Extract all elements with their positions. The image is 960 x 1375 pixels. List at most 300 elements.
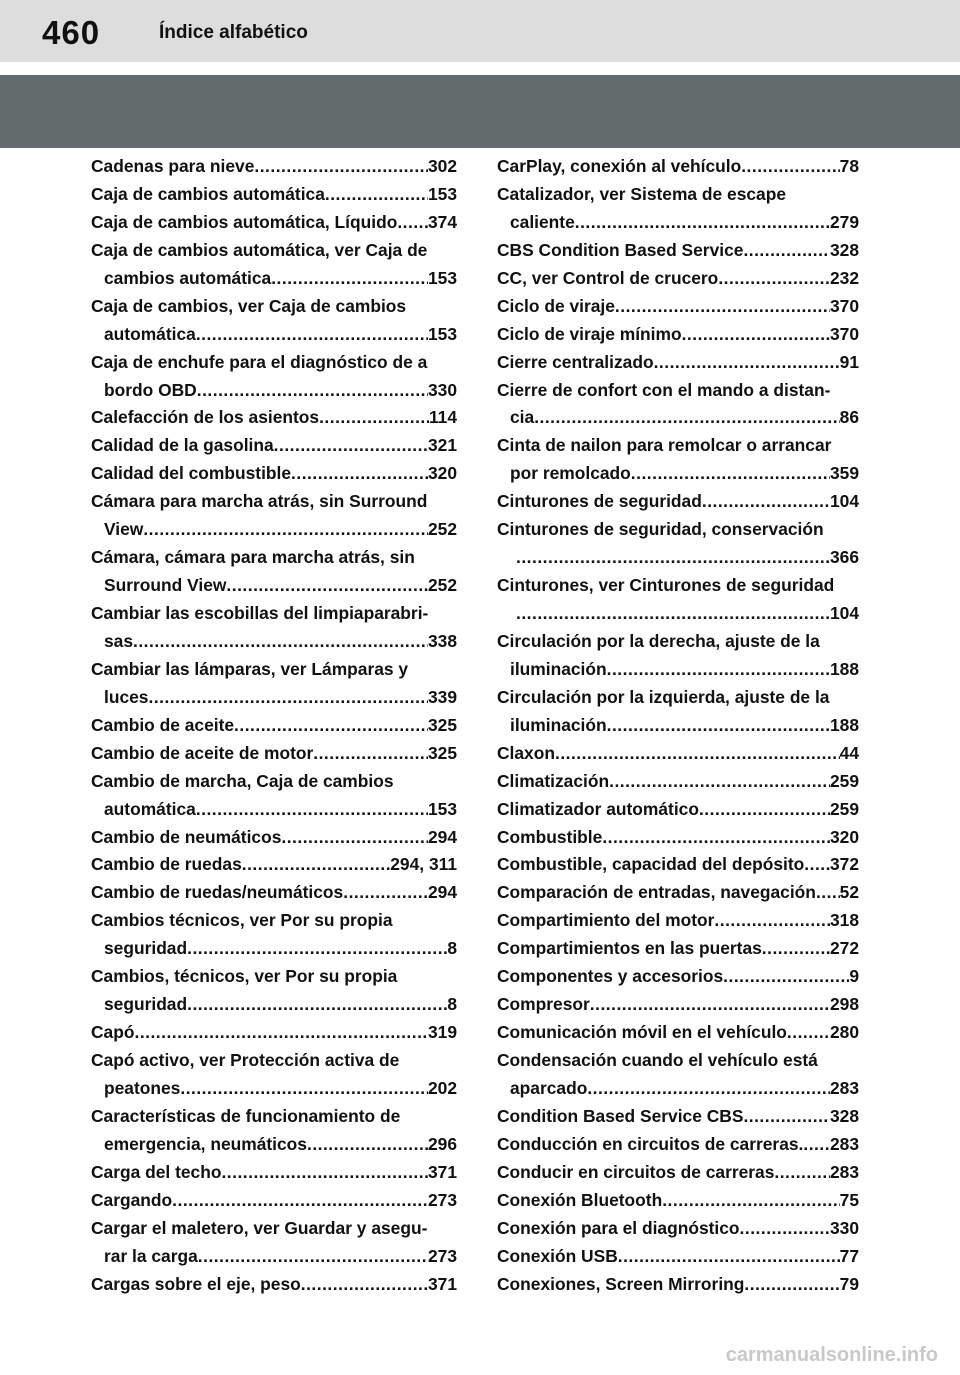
index-entry-text: Compartimiento del motor xyxy=(497,910,715,931)
index-entry xyxy=(91,460,457,488)
index-entry-continuation xyxy=(91,377,457,405)
index-entry-page: 104 xyxy=(829,603,859,623)
index-entry-term xyxy=(91,1187,457,1215)
index-entry-term xyxy=(497,684,859,712)
index-entry xyxy=(91,544,457,600)
index-entry xyxy=(497,516,859,572)
index-entry-text: CarPlay, conexión al vehículo xyxy=(497,156,742,176)
index-entry-term xyxy=(497,1215,859,1243)
index-entry-text: Cargas sobre el eje, peso xyxy=(91,1273,301,1294)
index-entry xyxy=(497,1187,859,1215)
dot-leader xyxy=(804,851,830,879)
index-entry-term xyxy=(91,209,457,237)
index-entry-term xyxy=(497,907,859,935)
dot-leader xyxy=(172,1187,428,1215)
index-entry-term xyxy=(91,1159,457,1187)
index-entry-text: luces xyxy=(104,686,149,707)
index-entry xyxy=(91,209,457,237)
index-entry-page: 78 xyxy=(839,156,859,176)
index-entry-page: 325 xyxy=(427,742,457,763)
index-entry-text: CC, ver Control de crucero xyxy=(497,267,719,288)
index-entry-term xyxy=(497,991,859,1019)
index-entry-continuation xyxy=(91,572,457,600)
index-entry-text: Cinturones de seguridad, conservación xyxy=(497,519,824,540)
index-entry-text: iluminación xyxy=(510,658,607,679)
index-entry-continuation xyxy=(91,684,457,712)
dot-leader xyxy=(740,1215,830,1243)
index-entry-text: Cinturones de seguridad xyxy=(497,491,702,512)
dot-leader xyxy=(762,935,830,963)
index-entry xyxy=(91,1019,457,1047)
index-entry-term xyxy=(497,1159,859,1187)
index-entry xyxy=(497,907,859,935)
index-entry xyxy=(91,1215,457,1271)
index-entry-page: 77 xyxy=(839,1245,859,1266)
index-entry-text: Cambio de aceite de motor xyxy=(91,742,314,763)
index-entry-page: 294, 311 xyxy=(390,854,457,875)
dot-leader xyxy=(242,851,391,879)
index-entry xyxy=(497,796,859,824)
index-entry-term xyxy=(91,432,457,460)
dot-leader xyxy=(133,628,428,656)
index-entry xyxy=(497,1131,859,1159)
index-entry-page: 338 xyxy=(427,630,457,651)
index-entry xyxy=(91,237,457,293)
index-entry-term xyxy=(497,181,859,209)
index-entry xyxy=(497,1019,859,1047)
index-entry-page: 8 xyxy=(447,938,457,959)
index-column-left xyxy=(91,153,457,1298)
index-entry-term xyxy=(497,1187,859,1215)
dot-leader xyxy=(254,153,428,181)
index-entry-text: Capó xyxy=(91,1022,135,1043)
index-entry-page: 86 xyxy=(839,407,859,428)
index-entry-continuation xyxy=(91,1131,457,1159)
index-entry-text: Cambio de neumáticos xyxy=(91,826,282,847)
index-entry-term xyxy=(91,712,457,740)
index-entry-text: caliente xyxy=(510,211,575,232)
index-entry xyxy=(497,321,859,349)
index-entry xyxy=(497,237,859,265)
dot-leader xyxy=(682,321,830,349)
index-entry-text: Conexión USB xyxy=(497,1245,618,1266)
index-entry-text: Cámara para marcha atrás, sin Surround xyxy=(91,491,428,512)
index-entry-term xyxy=(497,153,859,181)
index-entry xyxy=(497,293,859,321)
index-entry-page: 272 xyxy=(829,938,859,959)
index-entry-text: Cargando xyxy=(91,1189,173,1210)
index-entry-continuation xyxy=(91,628,457,656)
dot-leader xyxy=(148,684,428,712)
index-entry-page: 296 xyxy=(427,1133,457,1154)
index-entry-text: seguridad xyxy=(104,994,188,1015)
index-entry xyxy=(91,1159,457,1187)
index-entry-continuation xyxy=(91,1075,457,1103)
index-entry-text: Conexiones, Screen Mirroring xyxy=(497,1273,745,1294)
index-entry xyxy=(497,265,859,293)
index-entry-term xyxy=(91,460,457,488)
index-entry-page: 232 xyxy=(829,267,859,288)
index-entry-text: emergencia, neumáticos xyxy=(104,1133,307,1154)
index-entry xyxy=(91,1047,457,1103)
index-entry-text: Componentes y accesorios xyxy=(497,966,724,987)
index-entry xyxy=(91,600,457,656)
dot-leader xyxy=(198,1243,428,1271)
index-entry-page: 153 xyxy=(427,798,457,819)
index-entry-page: 370 xyxy=(829,323,859,344)
index-entry-page: 259 xyxy=(829,798,859,819)
index-entry-term xyxy=(91,656,457,684)
index-entry-continuation xyxy=(91,265,457,293)
index-entry-text: Cambios, técnicos, ver Por su propia xyxy=(91,966,398,987)
index-entry-page: 294 xyxy=(427,882,457,903)
index-entry-text: Ciclo de viraje xyxy=(497,295,615,316)
index-entry xyxy=(497,628,859,684)
index-entry-text: Capó activo, ver Protección activa de xyxy=(91,1050,400,1070)
index-entry-text: Cinturones, ver Cinturones de seguridad xyxy=(497,575,835,596)
index-entry-page: 9 xyxy=(849,966,859,987)
index-entry-page: 359 xyxy=(829,463,859,484)
index-entry-text: automática xyxy=(104,323,196,344)
index-entry-text: Circulación por la izquierda, ajuste de la xyxy=(497,686,830,707)
dot-leader xyxy=(221,1159,428,1187)
index-entry xyxy=(497,1215,859,1243)
index-entry-text: Caja de enchufe para el diagnóstico de a xyxy=(91,351,428,372)
index-entry-term xyxy=(497,293,859,321)
index-entry xyxy=(497,991,859,1019)
dot-leader xyxy=(271,265,428,293)
index-entry-page: 52 xyxy=(839,882,859,903)
index-entry-continuation xyxy=(497,656,859,684)
index-entry-term xyxy=(497,265,859,293)
index-entry-term xyxy=(497,879,859,907)
index-entry-continuation xyxy=(497,209,859,237)
index-entry-page: 273 xyxy=(427,1245,457,1266)
index-entry xyxy=(497,879,859,907)
dot-leader xyxy=(702,488,830,516)
index-entry-term xyxy=(91,768,457,796)
index-entry-term xyxy=(497,349,859,377)
index-entry-page: 283 xyxy=(829,1133,859,1154)
dot-leader xyxy=(291,460,428,488)
dot-leader xyxy=(143,516,428,544)
index-entry-text: Climatización xyxy=(497,770,610,791)
index-entry-term xyxy=(91,600,457,628)
index-entry-page: 318 xyxy=(829,910,859,931)
index-entry-continuation xyxy=(91,796,457,824)
index-entry xyxy=(497,377,859,433)
index-entry-text: Cambiar las escobillas del limpiaparabri- xyxy=(91,603,429,623)
index-entry-text: automática xyxy=(104,798,196,819)
header-band xyxy=(0,0,960,62)
index-entry-page: 328 xyxy=(829,1105,859,1126)
index-entry-text: Cierre de confort con el mando a distan- xyxy=(497,379,831,400)
dot-leader xyxy=(618,1243,840,1271)
index-entry xyxy=(91,488,457,544)
index-entry-text: Ciclo de viraje mínimo xyxy=(497,323,682,344)
dot-leader xyxy=(516,600,830,628)
index-entry-page: 283 xyxy=(829,1077,859,1098)
index-entry-text: Caja de cambios automática, Líquido xyxy=(91,211,398,232)
index-entry-text: Combustible, capacidad del depósito xyxy=(497,854,805,875)
index-entry-term xyxy=(91,1271,457,1299)
dot-leader xyxy=(134,1019,428,1047)
index-entry-text: Cambio de ruedas/neumáticos xyxy=(91,882,344,903)
index-entry-text: Compartimientos en las puertas xyxy=(497,938,762,959)
index-entry-page: 328 xyxy=(829,239,859,260)
dot-leader xyxy=(714,907,830,935)
index-entry xyxy=(91,349,457,405)
index-entry xyxy=(497,488,859,516)
index-entry-text: Comunicación móvil en el vehículo xyxy=(497,1022,787,1043)
index-entry xyxy=(91,293,457,349)
dot-leader xyxy=(313,740,428,768)
index-entry-text: bordo OBD xyxy=(104,379,197,400)
dot-leader xyxy=(743,237,830,265)
index-entry-page: 44 xyxy=(839,742,859,763)
index-entry-text: Surround View xyxy=(104,575,227,596)
index-entry-page: 321 xyxy=(427,435,457,456)
index-entry-page: 153 xyxy=(427,323,457,344)
dot-leader xyxy=(744,1271,839,1299)
index-entry-text: Combustible xyxy=(497,826,603,847)
index-entry-text: cia xyxy=(510,407,535,428)
index-entry xyxy=(91,740,457,768)
index-entry xyxy=(91,712,457,740)
dot-leader xyxy=(615,293,830,321)
index-entry-term xyxy=(91,879,457,907)
index-entry-text: cambios automática xyxy=(104,267,272,288)
dot-leader xyxy=(343,879,428,907)
dot-leader xyxy=(397,209,428,237)
index-entry-term xyxy=(497,572,859,600)
dot-leader xyxy=(187,935,447,963)
index-entry-continuation xyxy=(497,544,859,572)
index-entry-page: 114 xyxy=(428,407,457,428)
index-entry xyxy=(497,432,859,488)
index-entry-term xyxy=(497,935,859,963)
index-entry-term xyxy=(497,768,859,796)
index-entry xyxy=(497,851,859,879)
index-entry-text: View xyxy=(104,519,144,540)
index-entry-text: Cinta de nailon para remolcar o arrancar xyxy=(497,435,832,456)
index-entry-text: Climatizador automático xyxy=(497,798,699,819)
index-entry-term xyxy=(497,1243,859,1271)
dot-leader xyxy=(787,1019,830,1047)
index-entry-text: aparcado xyxy=(510,1077,588,1098)
index-entry-term xyxy=(91,851,457,879)
index-entry-continuation xyxy=(497,404,859,432)
index-entry-page: 320 xyxy=(829,826,859,847)
index-entry-term xyxy=(91,963,457,991)
dot-leader xyxy=(325,181,428,209)
index-entry xyxy=(91,768,457,824)
index-entry xyxy=(497,1243,859,1271)
dot-leader xyxy=(723,963,849,991)
index-entry-term xyxy=(497,1047,859,1075)
index-entry-text: iluminación xyxy=(510,714,607,735)
index-entry-page: 252 xyxy=(427,575,457,596)
index-entry-term xyxy=(91,293,457,321)
index-entry xyxy=(91,851,457,879)
index-entry-page: 153 xyxy=(427,267,457,288)
index-entry xyxy=(497,824,859,852)
index-entry-term xyxy=(497,1103,859,1131)
index-entry-page: 104 xyxy=(829,491,859,512)
index-entry-term xyxy=(497,516,859,544)
index-entry-text: peatones xyxy=(104,1077,181,1098)
index-entry-text: Cargar el maletero, ver Guardar y asegu- xyxy=(91,1217,428,1238)
index-entry-text: Cadenas para nieve xyxy=(91,156,255,176)
index-entry-text: por remolcado xyxy=(510,463,631,484)
page-number: 460 xyxy=(42,14,101,51)
index-entry-term xyxy=(91,488,457,516)
index-entry-term xyxy=(497,740,859,768)
dot-leader xyxy=(575,209,830,237)
dot-leader xyxy=(281,824,428,852)
index-entry-term xyxy=(91,153,457,181)
index-entry-text: Cambio de marcha, Caja de cambios xyxy=(91,770,394,791)
index-entry-page: 330 xyxy=(829,1217,859,1238)
section-title: Índice alfabético xyxy=(159,22,308,43)
index-entry-text: sas xyxy=(104,630,134,651)
dot-leader xyxy=(516,544,830,572)
index-entry xyxy=(497,740,859,768)
index-entry xyxy=(497,1159,859,1187)
index-entry xyxy=(91,1187,457,1215)
index-entry xyxy=(91,432,457,460)
index-entry-text: seguridad xyxy=(104,938,188,959)
index-entry-text: Compresor xyxy=(497,994,590,1015)
index-entry xyxy=(91,907,457,963)
index-entry-page: 298 xyxy=(829,994,859,1015)
index-entry xyxy=(497,963,859,991)
index-entry xyxy=(497,153,859,181)
dot-leader xyxy=(741,153,839,181)
dot-leader xyxy=(803,1131,830,1159)
dot-leader xyxy=(301,1271,428,1299)
dot-leader xyxy=(587,1075,830,1103)
index-entry-page: 370 xyxy=(829,295,859,316)
index-entry xyxy=(91,656,457,712)
dot-leader xyxy=(226,572,428,600)
index-entry xyxy=(497,572,859,628)
dot-leader xyxy=(180,1075,428,1103)
dot-leader xyxy=(307,1131,428,1159)
dot-leader xyxy=(774,1159,830,1187)
index-entry-text: Claxon xyxy=(497,742,555,763)
index-entry-term xyxy=(91,740,457,768)
index-entry-page: 8 xyxy=(447,994,457,1015)
index-entry-term xyxy=(91,349,457,377)
index-entry xyxy=(91,1271,457,1299)
dot-leader xyxy=(196,321,428,349)
dot-leader xyxy=(654,349,840,377)
index-entry-text: Caja de cambios, ver Caja de cambios xyxy=(91,295,407,316)
index-entry-page: 320 xyxy=(427,463,457,484)
index-entry xyxy=(497,1271,859,1299)
index-entry-page: 280 xyxy=(829,1022,859,1043)
index-entry-term xyxy=(91,404,457,432)
index-entry-term xyxy=(91,907,457,935)
index-entry-continuation xyxy=(91,321,457,349)
dot-leader xyxy=(534,404,839,432)
index-entry-page: 330 xyxy=(427,379,457,400)
index-entry-text: Cierre centralizado xyxy=(497,351,654,372)
dot-leader xyxy=(602,824,830,852)
dot-leader xyxy=(662,1187,839,1215)
index-entry-text: Circulación por la derecha, ajuste de la xyxy=(497,630,820,651)
index-entry-text: CBS Condition Based Service xyxy=(497,239,744,260)
index-entry xyxy=(497,1047,859,1103)
dot-leader xyxy=(187,991,447,1019)
index-entry-term xyxy=(497,851,859,879)
index-entry-term xyxy=(91,237,457,265)
index-entry-page: 259 xyxy=(829,770,859,791)
index-entry-term xyxy=(497,1271,859,1299)
index-entry-text: Conexión Bluetooth xyxy=(497,1189,663,1210)
index-entry-page: 273 xyxy=(427,1189,457,1210)
index-entry-term xyxy=(497,796,859,824)
index-entry-term xyxy=(91,824,457,852)
index-entry xyxy=(91,824,457,852)
dot-leader xyxy=(197,377,428,405)
index-entry-continuation xyxy=(497,460,859,488)
watermark: carmanualsonline.info xyxy=(725,1344,938,1366)
dot-leader xyxy=(607,712,830,740)
index-entry-page: 202 xyxy=(427,1077,457,1098)
index-entry-term xyxy=(497,1019,859,1047)
index-entry xyxy=(497,684,859,740)
index-entry-continuation xyxy=(91,935,457,963)
index-entry-term xyxy=(497,432,859,460)
index-entry-continuation xyxy=(91,1243,457,1271)
index-entry-page: 75 xyxy=(839,1189,859,1210)
index-entry xyxy=(497,935,859,963)
index-entry-continuation xyxy=(497,712,859,740)
index-entry-continuation xyxy=(497,600,859,628)
index-entry-page: 366 xyxy=(829,547,859,568)
index-entry xyxy=(497,349,859,377)
index-entry-term xyxy=(497,377,859,405)
index-entry-term xyxy=(91,544,457,572)
index-entry-text: Cambio de aceite xyxy=(91,714,235,735)
index-entry-page: 374 xyxy=(427,211,457,232)
index-entry-text: Comparación de entradas, navegación xyxy=(497,882,816,903)
index-entry xyxy=(91,153,457,181)
index-entry-text: Conexión para el diagnóstico xyxy=(497,1217,740,1238)
index-entry-term xyxy=(91,1019,457,1047)
index-entry-page: 325 xyxy=(427,714,457,735)
index-entry-text: Cambios técnicos, ver Por su propia xyxy=(91,910,393,931)
index-entry-term xyxy=(497,488,859,516)
index-entry-text: Calefacción de los asientos xyxy=(91,407,320,428)
dot-leader xyxy=(631,460,830,488)
dot-leader xyxy=(718,265,830,293)
index-entry-page: 319 xyxy=(427,1022,457,1043)
index-entry-text: Conducir en circuitos de carreras xyxy=(497,1161,775,1182)
index-entry-text: Catalizador, ver Sistema de escape xyxy=(497,183,787,204)
index-entry-page: 302 xyxy=(427,156,457,176)
dot-leader xyxy=(555,740,840,768)
index-entry-continuation xyxy=(91,991,457,1019)
index-entry-text: Cambio de ruedas xyxy=(91,854,242,875)
index-entry xyxy=(497,768,859,796)
index-entry-page: 279 xyxy=(829,211,859,232)
index-entry-page: 153 xyxy=(427,183,457,204)
dot-leader xyxy=(607,656,830,684)
index-entry-text: Cambiar las lámparas, ver Lámparas y xyxy=(91,658,409,679)
